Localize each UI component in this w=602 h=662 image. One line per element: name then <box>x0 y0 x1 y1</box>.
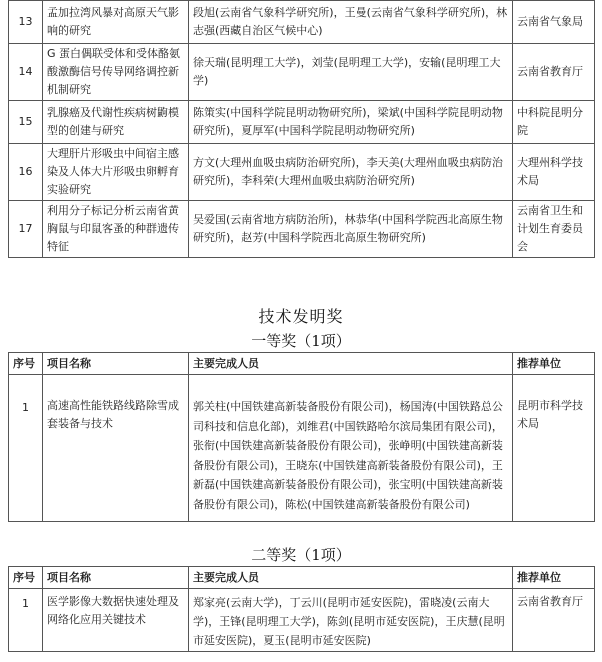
recommending-unit: 大理州科学技术局 <box>513 144 595 201</box>
table-row <box>9 44 595 101</box>
award-table-continued <box>8 0 595 258</box>
project-name: 孟加拉湾风暴对高原天气影响的研究 <box>43 1 189 44</box>
second-prize-title: 二等奖（1项） <box>251 546 351 564</box>
team-members: 吴爱国(云南省地方病防治所)，林恭华(中国科学院西北高原生物研究所)，赵芳(中国科学院西北高原生物研究所) <box>189 201 513 258</box>
table-row <box>9 201 595 258</box>
column-header-project: 项目名称 <box>43 567 189 589</box>
row-number: 15 <box>9 101 43 144</box>
project-name: 利用分子标记分析云南省黄胸鼠与印鼠客蚤的种群遗传特征 <box>43 201 189 258</box>
row-number: 13 <box>9 1 43 44</box>
row-number: 16 <box>9 144 43 201</box>
project-name: 医学影像大数据快速处理及网络化应用关键技术 <box>43 589 189 652</box>
recommending-unit: 云南省气象局 <box>513 1 595 44</box>
table-row <box>9 589 595 652</box>
first-prize-title: 一等奖（1项） <box>251 332 351 350</box>
column-header-unit: 推荐单位 <box>513 567 595 589</box>
recommending-unit: 云南省教育厅 <box>513 44 595 101</box>
column-header-members: 主要完成人员 <box>189 353 513 375</box>
column-header-members: 主要完成人员 <box>189 567 513 589</box>
team-members: 郭关柱(中国铁建高新装备股份有限公司)，杨国涛(中国铁路总公司科技和信息化部)，刘维君(中国铁路哈尔滨局集团有限公司)，张衔(中国铁建高新装备股份有限公司)，张峥明(中国铁建高新装备股份有限公司)，王晓东(中国铁建高新装备股份有限公司)，王新磊(中国铁建高新装备股份有限公司)，张宝明(中国铁建高新装备股份有限公司)，陈松(中国铁建高新装备股份有限公司) <box>189 375 513 522</box>
column-header-unit: 推荐单位 <box>513 353 595 375</box>
row-number: 17 <box>9 201 43 258</box>
project-name: G 蛋白偶联受体和受体酪氨酸激酶信号传导网络调控新机制研究 <box>43 44 189 101</box>
column-header-number: 序号 <box>9 567 43 589</box>
recommending-unit: 中科院昆明分院 <box>513 101 595 144</box>
project-name: 大理肝片形吸虫中间宿主感染及人体大片形吸虫卵孵育实验研究 <box>43 144 189 201</box>
recommending-unit: 云南省教育厅 <box>513 589 595 652</box>
recommending-unit: 昆明市科学技术局 <box>513 375 595 522</box>
project-name: 乳腺癌及代谢性疾病树鼩模型的创建与研究 <box>43 101 189 144</box>
project-name: 高速高性能铁路线路除雪成套装备与技术 <box>43 375 189 522</box>
team-members: 陈策实(中国科学院昆明动物研究所)，梁斌(中国科学院昆明动物研究所)，夏厚军(中国科学院昆明动物研究所) <box>189 101 513 144</box>
team-members: 段旭(云南省气象科学研究所)，王曼(云南省气象科学研究所)，林志强(西藏自治区气候中心) <box>189 1 513 44</box>
column-header-project: 项目名称 <box>43 353 189 375</box>
row-number: 1 <box>9 375 43 522</box>
row-number: 1 <box>9 589 43 652</box>
section-title: 技术发明奖 <box>258 307 344 326</box>
table-row <box>9 101 595 144</box>
second-prize-table <box>8 566 595 652</box>
first-prize-table <box>8 352 595 522</box>
team-members: 方文(大理州血吸虫病防治研究所)，李天美(大理州血吸虫病防治研究所)，李科荣(大理州血吸虫病防治研究所) <box>189 144 513 201</box>
column-header-number: 序号 <box>9 353 43 375</box>
team-members: 徐天瑞(昆明理工大学)，刘莹(昆明理工大学)，安输(昆明理工大学) <box>189 44 513 101</box>
table-header-row <box>9 567 595 589</box>
table-row <box>9 375 595 522</box>
row-number: 14 <box>9 44 43 101</box>
table-header-row <box>9 353 595 375</box>
recommending-unit: 云南省卫生和计划生育委员会 <box>513 201 595 258</box>
team-members: 郑家亮(云南大学)，丁云川(昆明市延安医院)，雷晓凌(云南大学)，王锋(昆明理工大学)，陈剑(昆明市延安医院)，王庆慧(昆明市延安医院)，夏玉(昆明市延安医院) <box>189 589 513 652</box>
table-row <box>9 144 595 201</box>
table-row <box>9 1 595 44</box>
